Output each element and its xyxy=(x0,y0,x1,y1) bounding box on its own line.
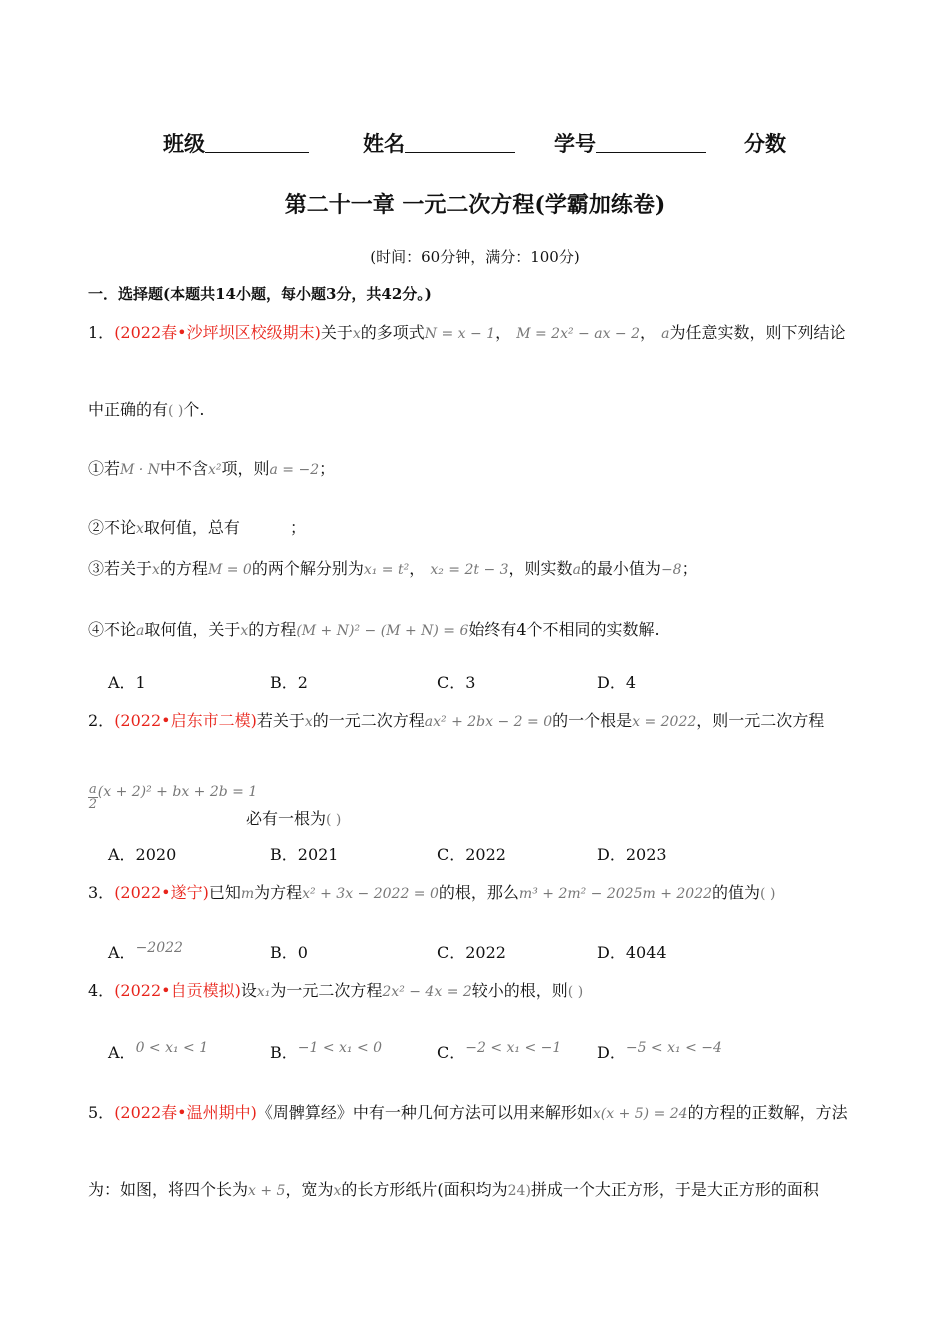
q1-text: 中正确的有 xyxy=(88,400,169,419)
q1-text: 的方程 xyxy=(248,620,297,639)
q3-option-a[interactable] xyxy=(108,940,183,963)
q1-line1 xyxy=(88,320,846,343)
math-eq: x² + 3x − 2022 = 0 xyxy=(302,886,439,902)
option-value: 0 < x₁ < 1 xyxy=(135,1040,209,1056)
q5-text: 《周髀算经》中有一种几何方法可以用来解形如 xyxy=(256,1103,593,1122)
q1-text: ； xyxy=(319,459,336,478)
q1-text: ， xyxy=(409,559,426,578)
option-value: −1 < x₁ < 0 xyxy=(297,1040,383,1056)
q4-number: 4． xyxy=(88,981,115,1000)
q1-text: ， xyxy=(640,323,657,342)
math-root: x = 2022 xyxy=(632,714,697,730)
q1-text: 项，则 xyxy=(221,459,270,478)
frac-den: 2 xyxy=(88,797,98,812)
student-id-blank[interactable] xyxy=(596,134,706,153)
q5-text: ，宽为 xyxy=(285,1180,334,1199)
q3-option-c[interactable]: C．2022 xyxy=(437,943,506,962)
class-field xyxy=(163,128,309,158)
q1-statement-2 xyxy=(88,515,306,538)
math-m: m xyxy=(240,886,255,902)
math-eq: x(x + 5) = 24 xyxy=(592,1106,688,1122)
option-label: B． xyxy=(270,1043,298,1062)
q2-option-d[interactable]: D．2023 xyxy=(597,845,667,864)
math-mn: M · N xyxy=(120,462,160,478)
q4-line1 xyxy=(88,978,583,1001)
q2-number: 2． xyxy=(88,711,115,730)
q5-text: 为：如图，将四个长为 xyxy=(88,1180,249,1199)
q5-line1 xyxy=(88,1100,848,1123)
score-label: 分数 xyxy=(744,131,786,156)
math-eq: 2x² − 4x = 2 xyxy=(382,984,472,1000)
q3-text: 已知 xyxy=(208,883,241,902)
q2-line2b xyxy=(246,806,341,829)
math-a: a xyxy=(661,326,670,342)
q1-text: 关于 xyxy=(320,323,353,342)
q1-option-b[interactable]: B．2 xyxy=(270,673,308,692)
q4-option-d[interactable] xyxy=(597,1040,722,1063)
answer-blank[interactable]: ( ) xyxy=(168,403,184,419)
q1-statement-1 xyxy=(88,456,335,479)
q5-text: 拼成一个大正方形，于是大正方形的面积 xyxy=(530,1180,819,1199)
math-x1: x₁ = t² xyxy=(363,562,410,578)
answer-blank[interactable]: ( ) xyxy=(760,886,776,902)
q4-text: 较小的根，则 xyxy=(471,981,568,1000)
math-eq: (M + N)² − (M + N) = 6 xyxy=(296,623,469,639)
q3-text: 为方程 xyxy=(254,883,303,902)
page-subtitle: (时间：60分钟，满分：100分) xyxy=(370,248,580,266)
answer-blank[interactable]: ( ) xyxy=(326,812,342,828)
frac-num: a xyxy=(89,782,97,797)
option-label: A． xyxy=(108,1043,136,1062)
math-x: x xyxy=(352,326,361,342)
q2-text: 的一个根是 xyxy=(552,711,633,730)
q1-text: ①若 xyxy=(88,459,121,478)
q1-text: ； xyxy=(681,559,698,578)
q1-source: (2022春•沙坪坝区校级期末) xyxy=(114,323,321,342)
math-n: N = x − 1 xyxy=(424,326,496,342)
class-blank[interactable] xyxy=(205,134,309,153)
option-label: C． xyxy=(437,1043,466,1062)
q1-statement-4 xyxy=(88,617,660,640)
q3-option-b[interactable]: B．0 xyxy=(270,943,308,962)
q5-number: 5． xyxy=(88,1103,115,1122)
q1-text: 取何值，关于 xyxy=(144,620,241,639)
option-value: −2 < x₁ < −1 xyxy=(465,1040,562,1056)
math-eq: M = 0 xyxy=(207,562,252,578)
q2-text: 必有一根为 xyxy=(246,809,327,828)
q2-option-a[interactable]: A．2020 xyxy=(108,845,177,864)
q2-source: (2022•启东市二模) xyxy=(114,711,257,730)
math-x: x xyxy=(304,714,313,730)
class-label: 班级 xyxy=(163,131,205,156)
math-x1: x₁ xyxy=(256,984,271,1000)
math-x: x xyxy=(136,521,144,537)
q4-source: (2022•自贡模拟) xyxy=(114,981,241,1000)
student-id-field xyxy=(554,128,706,158)
name-label: 姓名 xyxy=(363,131,405,156)
q1-text: ，则实数 xyxy=(508,559,573,578)
page-title: 第二十一章 一元二次方程(学霸加练卷) xyxy=(284,192,666,218)
q4-text: 为一元二次方程 xyxy=(270,981,383,1000)
math-x2: x₂ = 2t − 3 xyxy=(430,562,509,578)
q5-source: (2022春•温州期中) xyxy=(114,1103,257,1122)
q1-text: 的多项式 xyxy=(360,323,425,342)
q1-text: 始终有4个不相同的实数解. xyxy=(468,620,660,639)
option-label: D． xyxy=(597,1043,626,1062)
math-a: a xyxy=(136,623,145,639)
student-id-label: 学号 xyxy=(554,131,596,156)
math-expr: m³ + 2m² − 2025m + 2022 xyxy=(518,886,713,902)
q3-option-d[interactable]: D．4044 xyxy=(597,943,667,962)
math-len: x + 5 xyxy=(248,1183,286,1199)
option-value: −2022 xyxy=(135,940,183,956)
q3-number: 3． xyxy=(88,883,115,902)
answer-blank[interactable]: ( ) xyxy=(567,984,584,1000)
option-label: A． xyxy=(108,943,136,962)
math-val: −8 xyxy=(660,562,682,578)
math-x2: x² xyxy=(207,462,222,478)
q1-text: 中不含 xyxy=(159,459,208,478)
math-frac xyxy=(88,783,98,812)
q1-text: 为任意实数，则下列结论 xyxy=(669,323,846,342)
q2-text: 若关于 xyxy=(256,711,305,730)
q1-option-d[interactable]: D．4 xyxy=(597,673,637,692)
math-eq: (x + 2)² + bx + 2b = 1 xyxy=(97,784,258,800)
q2-text: 的一元二次方程 xyxy=(312,711,425,730)
math-m: M = 2x² − ax − 2 xyxy=(516,326,641,342)
q1-number: 1． xyxy=(88,323,115,342)
name-field xyxy=(363,128,515,158)
q3-text: 的值为 xyxy=(712,883,761,902)
math-x: x xyxy=(333,1183,342,1199)
q1-text: 的两个解分别为 xyxy=(251,559,364,578)
q1-option-a[interactable]: A．1 xyxy=(108,673,146,692)
q4-option-b[interactable] xyxy=(270,1040,382,1063)
section-heading: 一．选择题(本题共14小题，每小题3分，共42分。) xyxy=(88,285,432,303)
option-value: −5 < x₁ < −4 xyxy=(625,1040,722,1056)
q4-option-a[interactable] xyxy=(108,1040,208,1063)
q1-text: ， xyxy=(495,323,512,342)
q1-text: ④不论 xyxy=(88,620,137,639)
q1-text: ； xyxy=(289,518,306,537)
q2-text: ，则一元二次方程 xyxy=(696,711,825,730)
q1-line2 xyxy=(88,397,204,420)
q2-line2 xyxy=(88,783,257,812)
name-blank[interactable] xyxy=(405,134,515,153)
math-area: 24) xyxy=(507,1183,531,1199)
q1-text: 的最小值为 xyxy=(580,559,661,578)
q5-line2 xyxy=(88,1177,819,1200)
q5-text: 的长方形纸片(面积均为 xyxy=(341,1180,508,1199)
q4-text: 设 xyxy=(240,981,257,1000)
q1-text: 个. xyxy=(183,400,205,419)
math-x: x xyxy=(240,623,249,639)
q2-line1 xyxy=(88,708,824,731)
q1-text: ③若关于 xyxy=(88,559,153,578)
q1-text: 取何值，总有 xyxy=(143,518,240,537)
math-a: a xyxy=(572,562,581,578)
q3-source: (2022•遂宁) xyxy=(114,883,209,902)
math-eq: ax² + 2bx − 2 = 0 xyxy=(424,714,553,730)
q2-option-c[interactable]: C．2022 xyxy=(437,845,506,864)
q5-text: 的方程的正数解，方法 xyxy=(687,1103,848,1122)
q3-text: 的根，那么 xyxy=(438,883,519,902)
q1-text: 的方程 xyxy=(159,559,208,578)
math-a-val: a = −2 xyxy=(269,462,320,478)
q4-option-c[interactable] xyxy=(437,1040,561,1063)
q2-option-b[interactable]: B．2021 xyxy=(270,845,339,864)
q1-option-c[interactable]: C．3 xyxy=(437,673,476,692)
q1-statement-3 xyxy=(88,556,698,579)
q3-line1 xyxy=(88,880,775,903)
math-x: x xyxy=(152,562,160,578)
q1-text: ②不论 xyxy=(88,518,137,537)
